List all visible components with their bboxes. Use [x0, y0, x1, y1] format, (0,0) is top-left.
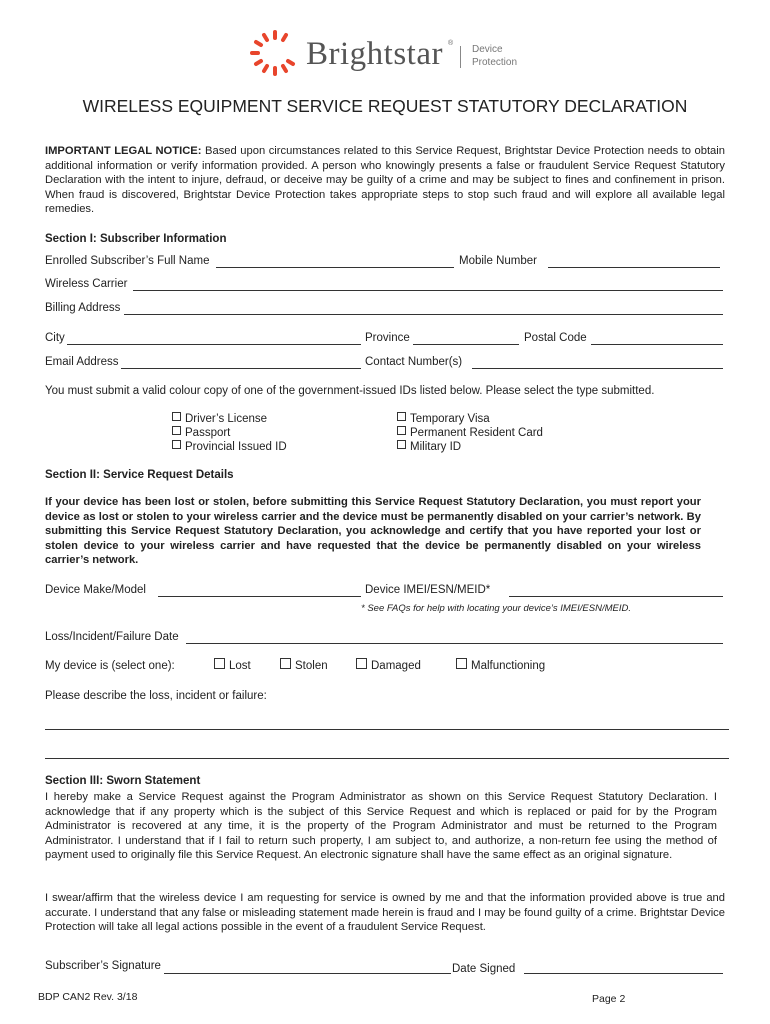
id-option-label: Provincial Issued ID [185, 441, 287, 453]
id-option-passport[interactable] [172, 427, 230, 439]
section2-heading: Section II: Service Request Details [45, 469, 234, 481]
option-label: Stolen [295, 660, 328, 672]
date-signed-field[interactable] [524, 973, 723, 974]
id-option-label: Driver’s License [185, 413, 268, 425]
postal-label: Postal Code [524, 332, 587, 344]
brand-name: Brightstar [306, 36, 443, 72]
id-option-permanent-resident[interactable] [397, 427, 543, 439]
province-field[interactable] [413, 344, 519, 345]
id-option-provincial-id[interactable] [172, 441, 287, 453]
describe-line-1[interactable] [45, 729, 729, 730]
revision-code: BDP CAN2 Rev. 3/18 [38, 991, 138, 1003]
lost-stolen-warning: If your device has been lost or stolen, before submitting this Service Request Statutory Declaration, you must report your device as lost or stolen to your wireless carrier and the device must be permanently disabled on your carrier’s network. By submitting this Service Request Statutory Declaration, you acknowledge and certify that you have reported your lost or stolen device to your wireless carrier and have requested that the device be permanently disabled on your wireless carrier’s network. [45, 496, 701, 567]
carrier-label: Wireless Carrier [45, 278, 128, 290]
checkbox[interactable] [172, 440, 181, 449]
legal-notice-label: IMPORTANT LEGAL NOTICE: [45, 145, 202, 157]
logo [248, 28, 528, 80]
option-lost[interactable] [214, 660, 251, 672]
select-label: My device is (select one): [45, 660, 175, 672]
email-field[interactable] [121, 368, 361, 369]
id-instruction: You must submit a valid colour copy of one of the government-issued IDs listed below. Please select the type submitted. [45, 385, 655, 397]
sworn-statement-para1: I hereby make a Service Request against the Program Administrator as shown on this Service Request Statutory Declaration. I acknowledge that if any property which is the subject of this Service Request and which is replaced or paid for by the Program Administrator is recovered at any time, it is the property of the Program Administrator and must be returned to the Program Administrator. I understand that if I fail to return such property, I am subject to, and authorize, a non-return fee using the method of payment used to originally file this Service Request. An electronic signature shall have the same effect as an original signature. [45, 791, 717, 862]
id-option-label: Permanent Resident Card [410, 427, 543, 439]
carrier-field[interactable] [133, 290, 723, 291]
describe-line-2[interactable] [45, 758, 729, 759]
mobile-field[interactable] [548, 267, 720, 268]
id-option-label: Military ID [410, 441, 462, 453]
option-malfunctioning[interactable] [456, 660, 545, 672]
signature-label: Subscriber’s Signature [45, 960, 161, 972]
contact-field[interactable] [472, 368, 723, 369]
option-label: Malfunctioning [471, 660, 546, 672]
checkbox[interactable] [172, 412, 181, 421]
postal-field[interactable] [591, 344, 723, 345]
division-line1: Device [472, 44, 503, 55]
make-model-field[interactable] [158, 596, 361, 597]
describe-label: Please describe the loss, incident or failure: [45, 690, 267, 702]
checkbox[interactable] [214, 658, 225, 669]
imei-label: Device IMEI/ESN/MEID* [365, 584, 491, 596]
loss-date-label: Loss/Incident/Failure Date [45, 631, 179, 643]
contact-label: Contact Number(s) [365, 356, 463, 368]
email-label: Email Address [45, 356, 119, 368]
section1-heading: Section I: Subscriber Information [45, 233, 227, 245]
checkbox[interactable] [397, 440, 406, 449]
checkbox[interactable] [397, 426, 406, 435]
checkbox[interactable] [456, 658, 467, 669]
page-title: WIRELESS EQUIPMENT SERVICE REQUEST STATUTORY DECLARATION [82, 96, 688, 116]
province-label: Province [365, 332, 410, 344]
section3-heading: Section III: Sworn Statement [45, 775, 201, 787]
sworn-statement-para2: I swear/affirm that the wireless device I am requesting for service is owned by me and that the information provided above is true and accurate. I understand that any false or misleading statement made herein is fraud and I may be found guilty of a crime. Brightstar Device Protection will take all legal actions possible in the event of a fraudulent Service Request. [45, 892, 725, 934]
option-stolen[interactable] [280, 660, 328, 672]
signature-field[interactable] [164, 973, 451, 974]
legal-notice [45, 144, 725, 217]
legal-notice-text: Based upon circumstances related to this Service Request, Brightstar Device Protection needs to obtain additional information or verify information provided. A person who knowingly presents a false or fraudulent Service Request Statutory Declaration with the intent to injure, defraud, or deceive may be guilty of a crime and may be subject to fines and confinement in prison. When fraud is discovered, Brightstar Device Protection takes appropriate steps to stop such fraud and will explore all available legal remedies. [45, 145, 725, 216]
mobile-label: Mobile Number [459, 255, 537, 267]
billing-label: Billing Address [45, 302, 121, 314]
option-label: Lost [229, 660, 251, 672]
brand-registered: ® [448, 40, 454, 47]
option-label: Damaged [371, 660, 421, 672]
city-field[interactable] [67, 344, 361, 345]
id-option-label: Passport [185, 427, 231, 439]
option-damaged[interactable] [356, 660, 421, 672]
checkbox[interactable] [356, 658, 367, 669]
id-option-military-id[interactable] [397, 441, 461, 453]
id-option-drivers-license[interactable] [172, 413, 267, 425]
full-name-field[interactable] [216, 267, 454, 268]
date-signed-label: Date Signed [452, 963, 516, 975]
imei-field[interactable] [509, 596, 723, 597]
brightstar-burst-icon [248, 28, 298, 80]
id-option-label: Temporary Visa [410, 413, 490, 425]
imei-note: * See FAQs for help with locating your device’s IMEI/ESN/MEID. [361, 603, 631, 614]
logo-divider [460, 46, 461, 68]
checkbox[interactable] [172, 426, 181, 435]
checkbox[interactable] [280, 658, 291, 669]
make-model-label: Device Make/Model [45, 584, 146, 596]
division-line2: Protection [472, 57, 518, 68]
id-option-temporary-visa[interactable] [397, 413, 490, 425]
checkbox[interactable] [397, 412, 406, 421]
full-name-label: Enrolled Subscriber’s Full Name [45, 255, 210, 267]
city-label: City [45, 332, 65, 344]
loss-date-field[interactable] [186, 643, 723, 644]
billing-field[interactable] [124, 314, 723, 315]
page-number: Page 2 [592, 993, 626, 1005]
